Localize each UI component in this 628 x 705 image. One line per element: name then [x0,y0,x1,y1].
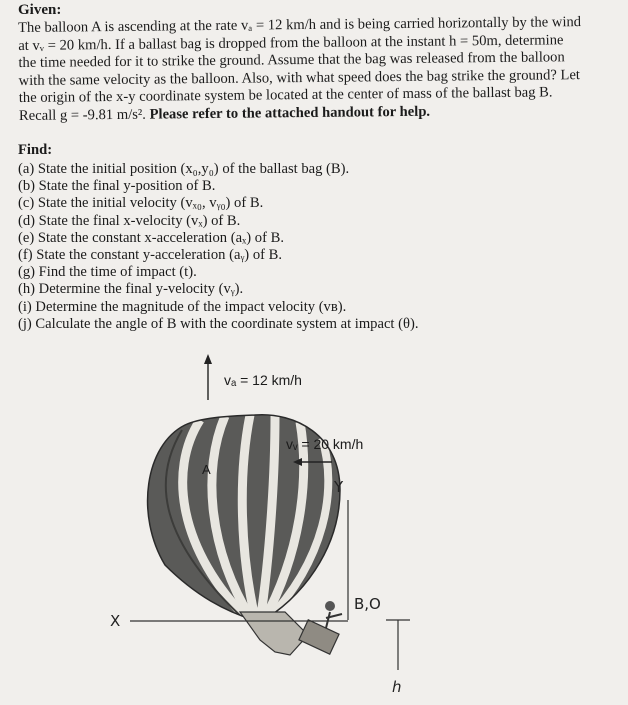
given-line: the origin of the x-y coordinate system be located at the center of mass of the ballast bag B. [18,84,553,107]
height-label: h [392,678,402,696]
given-paragraph [18,14,623,126]
find-item: (e) State the constant x-acceleration (aₓ) of B. [18,229,284,246]
given-line: at vᵥ = 20 km/h. If a ballast bag is dropped from the balloon at the instant h = 50m, determine [18,31,564,54]
balloon-diagram [90,350,620,700]
va-arrow-head [204,354,212,364]
find-list [18,161,578,333]
balloon-label: A [202,462,211,477]
given-line: with the same velocity as the balloon. Also, with what speed does the bag strike the ground? Let [18,66,581,89]
find-item: (f) State the constant y-acceleration (aᵧ) of B. [18,247,283,264]
find-heading: Find: [18,142,53,158]
y-axis-label: Y [334,478,344,496]
x-axis-label: X [110,612,121,630]
balloon-figure [90,350,620,700]
find-item: (c) State the initial velocity (vₓ₀, vᵧ₀) of B. [18,195,264,212]
find-item: (d) State the final x-velocity (vₓ) of B. [18,212,241,229]
va-label: vₐ = 12 km/h [224,372,302,388]
find-item: (j) Calculate the angle of B with the coordinate system at impact (θ). [18,315,419,332]
find-item: (i) Determine the magnitude of the impact velocity (vʙ). [18,298,347,315]
find-item: (b) State the final y-position of B. [18,178,216,195]
given-line: the time needed for it to strike the ground. Assume that the bag was released from the balloon [18,49,565,72]
handout-note: Please refer to the attached handout for help. [149,103,431,123]
recall-gravity: Recall g = -9.81 m/s². [18,106,146,124]
passenger-head [325,601,335,611]
origin-label: B,O [354,595,381,613]
basket [299,620,339,654]
find-item: (h) Determine the final y-velocity (vᵧ). [18,281,244,298]
passenger-body [326,612,342,628]
find-item: (a) State the initial position (x₀,y₀) of the ballast bag (B). [18,161,350,177]
given-heading: Given: [18,2,62,18]
vw-label: vᵥ = 20 km/h [286,436,364,452]
balloon-neck [240,612,308,655]
given-line: The balloon A is ascending at the rate vₐ = 12 km/h and is being carried horizontally by the wind [18,14,582,36]
find-item: (g) Find the time of impact (t). [18,264,197,281]
